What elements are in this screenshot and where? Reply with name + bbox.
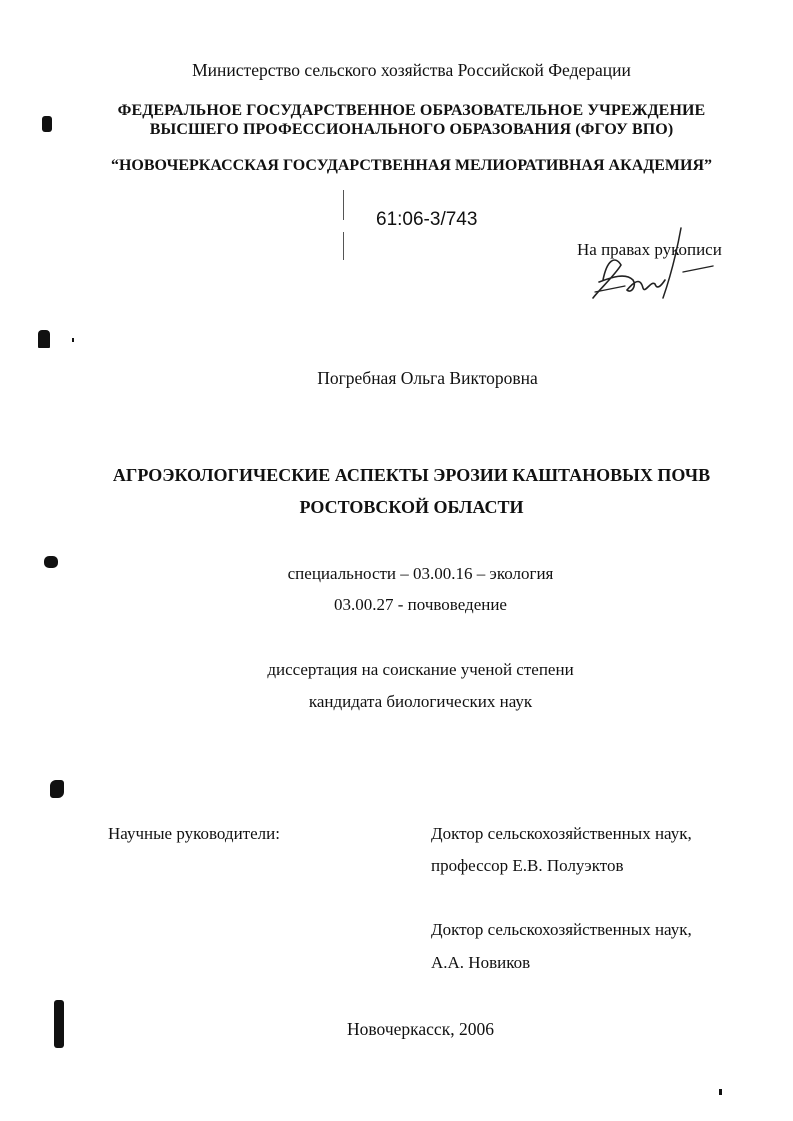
scan-artifact	[50, 780, 64, 798]
stamp-bar-top	[343, 190, 344, 220]
specialty-line-1: специальности – 03.00.16 – экология	[287, 564, 554, 583]
scan-artifact	[38, 330, 50, 348]
institution-line-1: ФЕДЕРАЛЬНОЕ ГОСУДАРСТВЕННОЕ ОБРАЗОВАТЕЛЬНОЕ УЧРЕЖДЕНИЕ	[117, 102, 706, 119]
supervisor-2-name: А.А. Новиков	[431, 953, 531, 972]
stamp-bar-bottom	[343, 232, 344, 260]
scan-artifact	[42, 116, 52, 132]
supervisors-label: Научные руководители:	[108, 824, 280, 843]
supervisor-2-title: Доктор сельскохозяйственных наук,	[431, 920, 692, 939]
thesis-title-line-1: АГРОЭКОЛОГИЧЕСКИЕ АСПЕКТЫ ЭРОЗИИ КАШТАНОВЫХ ПОЧВ	[112, 465, 711, 485]
degree-line-2: кандидата биологических наук	[308, 692, 533, 711]
supervisor-1-title: Доктор сельскохозяйственных наук,	[431, 824, 692, 843]
supervisor-1-name: профессор Е.В. Полуэктов	[431, 856, 624, 875]
academy-name: “НОВОЧЕРКАССКАЯ ГОСУДАРСТВЕННАЯ МЕЛИОРАТИВНАЯ АКАДЕМИЯ”	[110, 157, 713, 174]
catalog-code: 61:06-3/743	[376, 209, 478, 230]
scan-artifact	[719, 1089, 722, 1095]
scan-artifact	[54, 1000, 64, 1048]
specialty-line-2: 03.00.27 - почвоведение	[334, 595, 507, 614]
thesis-title-line-2: РОСТОВСКОЙ ОБЛАСТИ	[299, 497, 524, 517]
handwritten-signature	[585, 220, 715, 310]
author-name	[0, 368, 793, 389]
institution-line-2: ВЫСШЕГО ПРОФЕССИОНАЛЬНОГО ОБРАЗОВАНИЯ (ФГОУ ВПО)	[149, 121, 674, 138]
scan-artifact	[72, 338, 74, 342]
author-name-text: Погребная Ольга Викторовна	[317, 368, 538, 388]
degree-line-1: диссертация на соискание ученой степени	[267, 660, 574, 679]
scan-artifact	[44, 556, 58, 568]
city-year: Новочеркасск, 2006	[347, 1019, 494, 1039]
ministry-name: Министерство сельского хозяйства Российской Федерации	[192, 60, 631, 80]
manuscript-note: На правах рукописи	[577, 240, 722, 259]
